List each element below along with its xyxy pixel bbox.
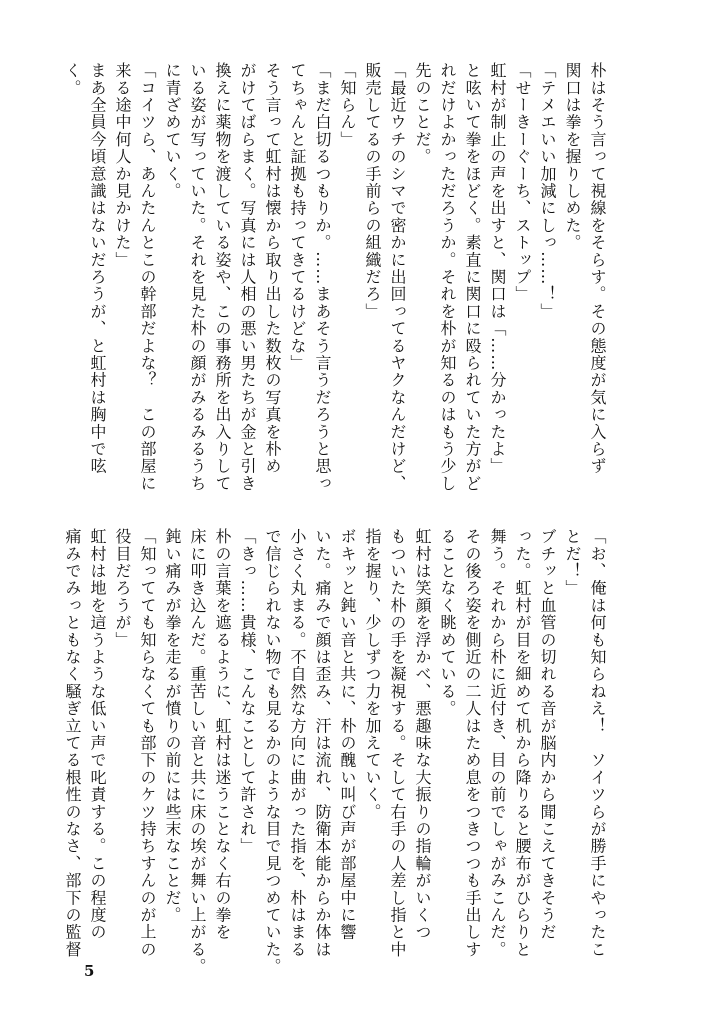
text-line: 虹村が制止の声を出すと、関口は「……分かったよ」 <box>488 62 507 475</box>
page-number: 5 <box>84 962 95 980</box>
text-line: く。 <box>63 62 82 97</box>
text-line: 「コイツら、あんたんとこの幹部だよな？ この部屋に <box>138 62 157 492</box>
lower-text-block <box>63 528 610 976</box>
text-line: 小さく丸まる。不自然な方向に曲がった指を、朴はまる <box>288 528 307 958</box>
text-line: 「まだ白切るつもりか。……まあそう言うだろうと思っ <box>313 62 332 492</box>
text-line: いた。痛みで顔は歪み、汗は流れ、防衛本能からか体は <box>313 528 332 958</box>
text-line: 役目だろうが」 <box>113 528 132 649</box>
text-line: とだ！」 <box>563 528 582 597</box>
text-line: いる姿が写っていた。それを見た朴の顔がみるみるうち <box>188 62 207 492</box>
text-line: 痛みでみっともなく騒ぎ立てる根性のなさ、部下の監督 <box>63 528 82 958</box>
text-line: 「テメエいい加減にしっ……！」 <box>538 62 557 320</box>
text-line: った。虹村が目を細めて机から降りると腰布がひらりと <box>513 528 532 958</box>
text-line: ブチッと血管の切れる音が脳内から聞こえてきそうだ <box>538 528 557 941</box>
text-line: 舞う。それから朴に近付き、目の前でしゃがみこんだ。 <box>488 528 507 958</box>
text-line: と呟いて拳をほどく。素直に関口に殴られていた方がど <box>463 62 482 492</box>
text-line: 先のことだ。 <box>413 62 432 166</box>
text-line: 虹村は地を這うような低い声で叱責する。この程度の <box>88 528 107 941</box>
text-line: 関口は拳を握りしめた。 <box>563 62 582 252</box>
text-line: 「きっ……貴様、こんなことして許され」 <box>238 528 257 855</box>
text-line: まあ全員今頃意識はないだろうが、と虹村は胸中で呟 <box>88 62 107 475</box>
text-line: てちゃんと証拠も持ってきてるけどな」 <box>288 62 307 372</box>
upper-text-block <box>63 62 610 502</box>
text-line: もついた朴の手を凝視する。そして右手の人差し指と中 <box>388 528 407 958</box>
text-line: 販売してるの手前らの組織だろ」 <box>363 62 382 320</box>
text-line: 「お、俺は何も知らねえ！ ソイツらが勝手にやったこ <box>588 528 607 958</box>
text-line: 「知らん」 <box>338 62 357 148</box>
text-line: 「最近ウチのシマで密かに出回ってるヤクなんだけど、 <box>388 62 407 492</box>
text-line: 床に叩き込んだ。重苦しい音と共に床の埃が舞い上がる。 <box>188 528 207 976</box>
text-line: ることなく眺めている。 <box>438 528 457 718</box>
text-line: 朴はそう言って視線をそらす。その態度が気に入らず <box>588 62 607 475</box>
text-line: 鈍い痛みが拳を走るが憤りの前には些末なことだ。 <box>163 528 182 924</box>
text-line: に青ざめていく。 <box>163 62 182 200</box>
text-line: ボキッと鈍い音と共に、朴の醜い叫び声が部屋中に響 <box>338 528 357 941</box>
text-line: その後ろ姿を側近の二人はため息をつきつつも手出しす <box>463 528 482 958</box>
text-line: 「せーきーぐーち、ストップ」 <box>513 62 532 303</box>
text-line: れだけよかっただろうか。それを朴が知るのはもう少し <box>438 62 457 492</box>
text-line: で信じられない物でも見るかのような目で見つめていた。 <box>263 528 282 976</box>
text-line: 虹村は笑顔を浮かべ、悪趣味な大振りの指輪がいくつ <box>413 528 432 941</box>
text-line: がけてばらまく。写真には人相の悪い男たちが金と引き <box>238 62 257 492</box>
text-line: 指を握り、少しずつ力を加えていく。 <box>363 528 382 821</box>
text-line: そう言って虹村は懐から取り出した数枚の写真を朴め <box>263 62 282 475</box>
text-line: 「知ってても知らなくても部下のケツ持ちすんのが上の <box>138 528 157 958</box>
text-line: 来る途中何人か見かけた」 <box>113 62 132 269</box>
text-line: 朴の言葉を遮るように、虹村は迷うことなく右の拳を <box>213 528 232 941</box>
text-line: 換えに薬物を渡している姿や、この事務所を出入りして <box>213 62 232 492</box>
